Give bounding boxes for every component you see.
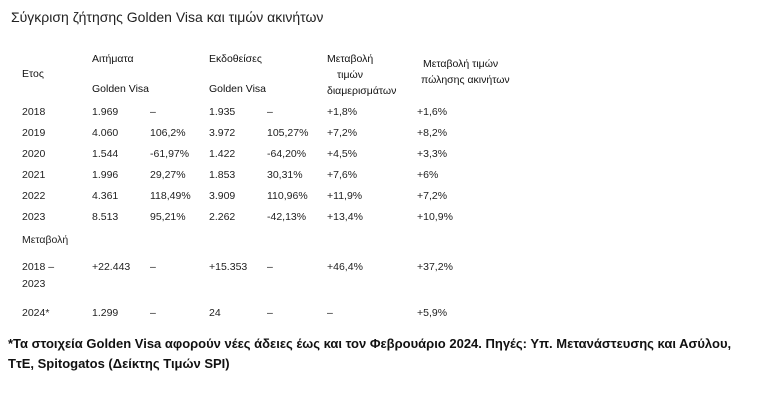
header-sale-price-change: Μεταβολή τιμών πώλησης ακινήτων bbox=[421, 58, 510, 86]
cell-issued-change: 105,27% bbox=[267, 127, 309, 139]
cell-issued: 24 bbox=[209, 307, 221, 319]
cell-issued-change: 110,96% bbox=[267, 190, 308, 202]
cell-applications-change: – bbox=[150, 307, 156, 319]
cell-issued-change: – bbox=[267, 106, 273, 118]
cell-sale-change: +1,6% bbox=[417, 106, 448, 118]
cell-applications-change: – bbox=[150, 106, 156, 118]
cell-year: 2022 bbox=[22, 190, 46, 202]
cell-applications: 1.299 bbox=[92, 307, 119, 319]
cell-apartment-change: +46,4% bbox=[327, 261, 363, 273]
cell-year-range bbox=[22, 259, 54, 293]
cell-issued-change: -42,13% bbox=[267, 211, 307, 223]
cell-applications-change: – bbox=[150, 261, 156, 273]
cell-year: 2018 bbox=[22, 106, 46, 118]
footnote: *Τα στοιχεία Golden Visa αφορούν νέες άδειες έως και τον Φεβρουάριο 2024. Πηγές: Υπ. Μετανάστευσης και Ασύλου, ΤτΕ, Spitogatos (Δείκτης Τιμών SPI) bbox=[8, 336, 732, 371]
cell-year: 2023 bbox=[22, 211, 46, 223]
cell-applications: +22.443 bbox=[92, 261, 131, 273]
header-applications: Αιτήματα Golden Visa bbox=[92, 53, 150, 95]
cell-sale-change: +5,9% bbox=[417, 307, 448, 319]
cell-sale-change: +10,9% bbox=[417, 211, 453, 223]
cell-issued-change: – bbox=[267, 307, 273, 319]
cell-issued: 1.935 bbox=[209, 106, 236, 118]
cell-issued-change: – bbox=[267, 261, 273, 273]
cell-issued: 3.972 bbox=[209, 127, 236, 139]
year-range-end: 2023 bbox=[22, 278, 46, 290]
header-issued: Εκδοθείσες Golden Visa bbox=[209, 53, 267, 95]
cell-apartment-change: – bbox=[327, 307, 333, 319]
cell-apartment-change: +11,9% bbox=[327, 190, 363, 202]
cell-applications: 1.544 bbox=[92, 148, 119, 160]
cell-year: 2020 bbox=[22, 148, 46, 160]
cell-issued-change: 30,31% bbox=[267, 169, 303, 181]
cell-issued: 1.422 bbox=[209, 148, 236, 160]
cell-year: 2021 bbox=[22, 169, 46, 181]
cell-applications-change: 118,49% bbox=[150, 190, 191, 202]
year-range-start: 2018 – bbox=[22, 261, 55, 273]
cell-applications-change: 29,27% bbox=[150, 169, 186, 181]
cell-issued: +15.353 bbox=[209, 261, 248, 273]
cell-sale-change: +8,2% bbox=[417, 127, 448, 139]
change-section-label: Μεταβολή bbox=[22, 234, 69, 246]
cell-applications-change: 106,2% bbox=[150, 127, 186, 139]
cell-applications-change: 95,21% bbox=[150, 211, 186, 223]
cell-apartment-change: +1,8% bbox=[327, 106, 358, 118]
table-title: Σύγκριση ζήτησης Golden Visa και τιμών ακινήτων bbox=[11, 9, 324, 25]
cell-issued: 2.262 bbox=[209, 211, 236, 223]
cell-sale-change: +7,2% bbox=[417, 190, 448, 202]
cell-apartment-change: +7,6% bbox=[327, 169, 358, 181]
cell-applications: 8.513 bbox=[92, 211, 119, 223]
cell-issued: 3.909 bbox=[209, 190, 236, 202]
cell-apartment-change: +7,2% bbox=[327, 127, 358, 139]
cell-year: 2024* bbox=[22, 307, 50, 319]
cell-sale-change: +3,3% bbox=[417, 148, 448, 160]
cell-issued-change: -64,20% bbox=[267, 148, 307, 160]
cell-apartment-change: +4,5% bbox=[327, 148, 358, 160]
cell-sale-change: +37,2% bbox=[417, 261, 453, 273]
cell-issued: 1.853 bbox=[209, 169, 236, 181]
cell-applications: 1.969 bbox=[92, 106, 119, 118]
header-apartment-price-change: Μεταβολή τιμών διαμερισμάτων bbox=[327, 53, 397, 97]
cell-sale-change: +6% bbox=[417, 169, 439, 181]
cell-apartment-change: +13,4% bbox=[327, 211, 363, 223]
cell-applications: 4.361 bbox=[92, 190, 119, 202]
cell-applications: 1.996 bbox=[92, 169, 119, 181]
cell-year: 2019 bbox=[22, 127, 46, 139]
header-year: Ετος bbox=[22, 68, 44, 80]
cell-applications: 4.060 bbox=[92, 127, 119, 139]
cell-applications-change: -61,97% bbox=[150, 148, 190, 160]
